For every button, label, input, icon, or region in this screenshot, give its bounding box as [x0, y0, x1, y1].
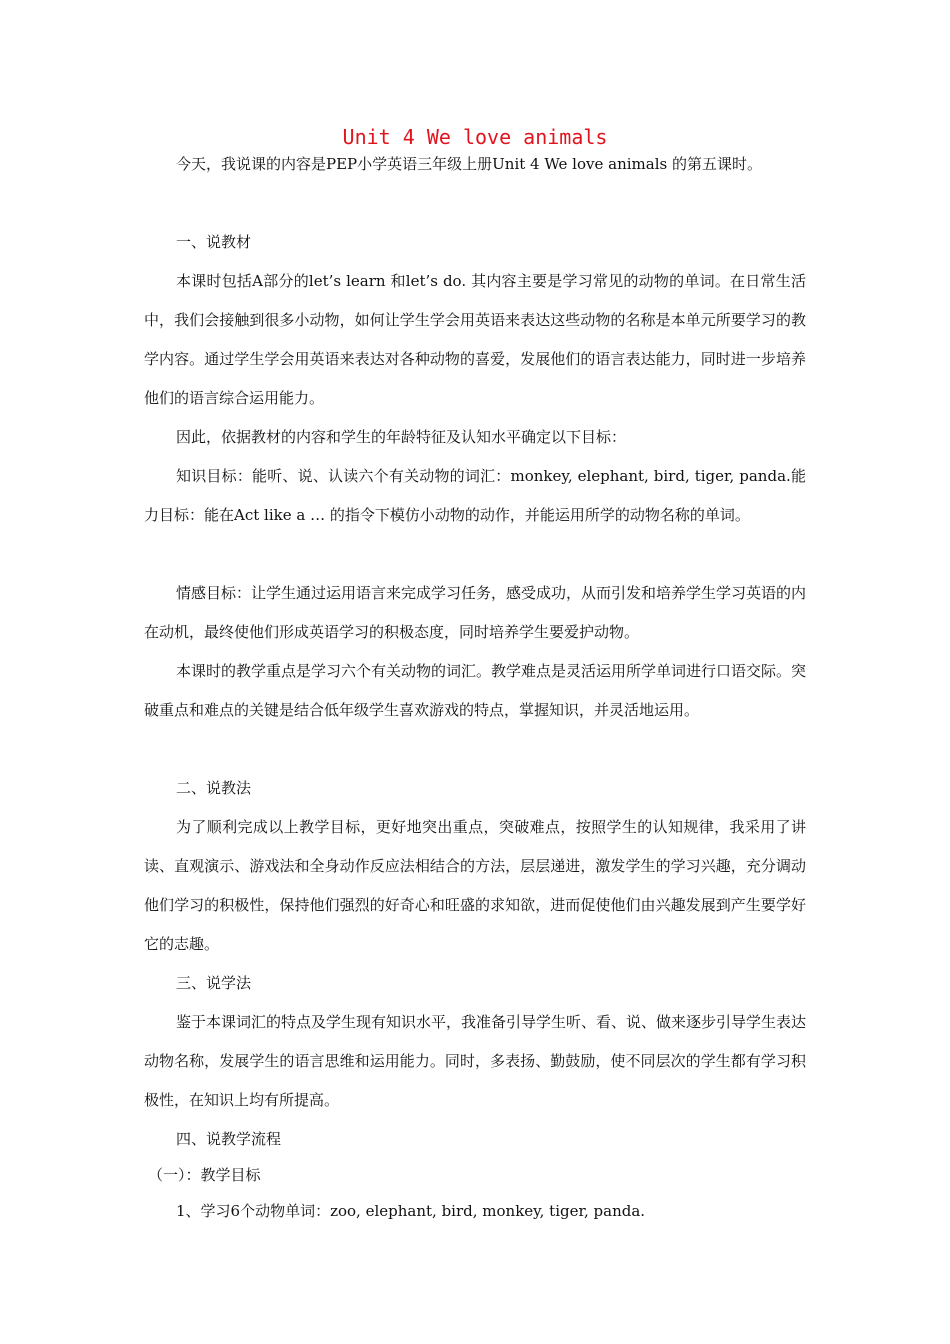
list-item-animal-words: 1、学习6个动物单词：zoo, elephant, bird, monkey, tiger, panda. [176, 1202, 646, 1220]
heading-textbook: 一、说教材 [176, 233, 252, 251]
paragraph-emotional-objectives: 情感目标：让学生通过运用语言来完成学习任务，感受成功，从而引发和培养学生学习英语的内在动机，最终使他们形成英语学习的积极态度，同时培养学生要爱护动物。 [144, 584, 807, 641]
document-title: Unit 4 We love animals [342, 125, 608, 149]
paragraph-textbook-content: 本课时包括A部分的let’s learn 和let’s do. 其内容主要是学习常见的动物的单词。在日常生活中，我们会接触到很多小动物，如何让学生学会用英语来表达这些动物的名称是本单元所要学习的教学内容。通过学生学会用英语来表达对各种动物的喜爱，发展他们的语言表达能力，同时进一步培养他们的语言综合运用能力。 [144, 272, 806, 407]
paragraph-learning-method: 鉴于本课词汇的特点及学生现有知识水平，我准备引导学生听、看、说、做来逐步引导学生表达动物名称，发展学生的语言思维和运用能力。同时，多表扬、勤鼓励，使不同层次的学生都有学习积极性，在知识上均有所提高。 [144, 1013, 807, 1109]
paragraph-key-points: 本课时的教学重点是学习六个有关动物的词汇。教学难点是灵活运用所学单词进行口语交际。突破重点和难点的关键是结合低年级学生喜欢游戏的特点，掌握知识，并灵活地运用。 [144, 662, 807, 719]
paragraph-knowledge-objectives: 知识目标：能听、说、认读六个有关动物的词汇：monkey, elephant, bird, tiger, panda.能力目标：能在Act like a … 的指令下模仿小动物的动作，并能运用所学的动物名称的单词。 [144, 467, 806, 524]
heading-learning-method: 三、说学法 [176, 974, 252, 992]
heading-teaching-process: 四、说教学流程 [176, 1130, 282, 1148]
subheading-teaching-goals: （一）：教学目标 [148, 1166, 261, 1184]
paragraph-objectives-intro: 因此，依据教材的内容和学生的年龄特征及认知水平确定以下目标： [176, 428, 627, 446]
paragraph-intro: 今天，我说课的内容是PEP小学英语三年级上册Unit 4 We love animals 的第五课时。 [176, 155, 762, 173]
paragraph-teaching-method: 为了顺利完成以上教学目标，更好地突出重点，突破难点，按照学生的认知规律，我采用了讲读、直观演示、游戏法和全身动作反应法相结合的方法，层层递进，激发学生的学习兴趣，充分调动他们学习的积极性，保持他们强烈的好奇心和旺盛的求知欲，进而促使他们由兴趣发展到产生要学好它的志趣。 [144, 818, 806, 953]
heading-teaching-method: 二、说教法 [176, 779, 252, 797]
